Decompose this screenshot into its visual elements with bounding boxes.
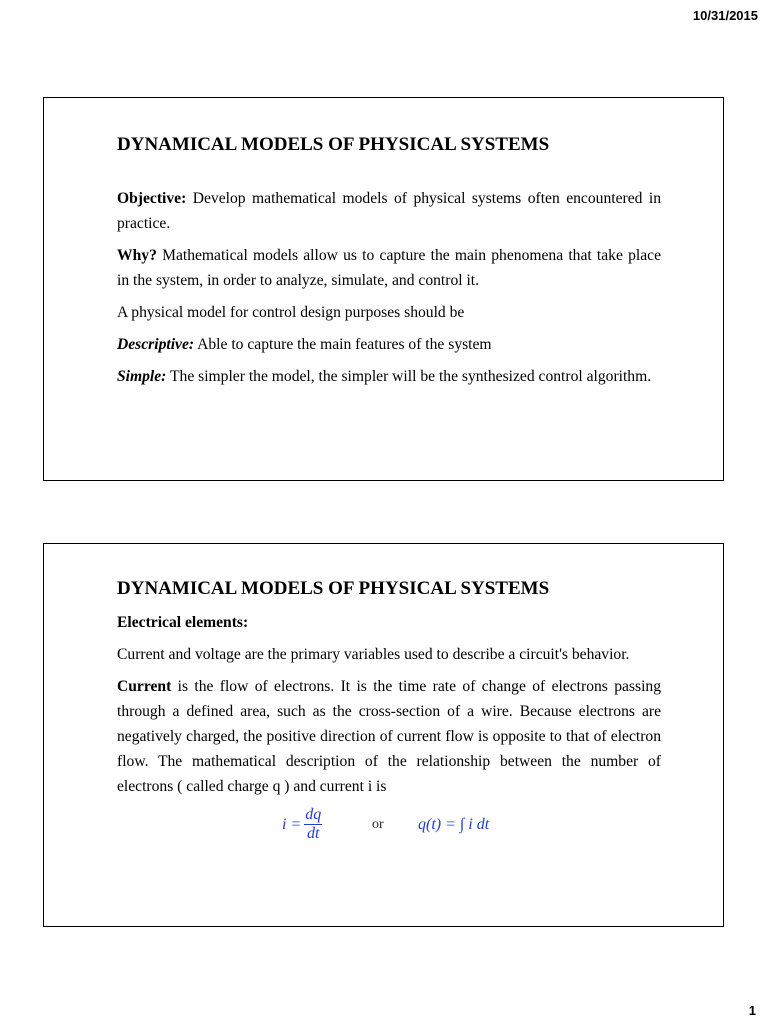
or-text: or	[372, 817, 384, 832]
slide-2-title: DYNAMICAL MODELS OF PHYSICAL SYSTEMS	[117, 578, 550, 599]
current-equation	[282, 806, 322, 843]
intro-paragraph: Current and voltage are the primary variables used to describe a circuit's behavior.	[117, 646, 630, 663]
current-text: is the flow of electrons. It is the time rate of change of electrons passing through a defined area, such as the cross-section of a wire. Because electrons are negatively charged, the positive direction of current flow is opposite to that of electron flow. The mathematical description of the relationship between the number of electrons ( called charge q ) and current i is	[117, 678, 661, 795]
why-label: Why?	[117, 247, 157, 264]
model-paragraph: A physical model for control design purposes should be	[117, 304, 465, 321]
page-number: 1	[748, 1003, 756, 1018]
charge-equation: q(t) = ∫ i dt	[418, 816, 490, 833]
objective-label: Objective:	[117, 190, 187, 207]
descriptive-paragraph	[117, 332, 661, 357]
objective-text: Develop mathematical models of physical systems often encountered in practice.	[117, 190, 661, 232]
why-paragraph	[117, 243, 661, 293]
simple-paragraph	[117, 364, 661, 389]
equation-row	[117, 806, 661, 854]
descriptive-label: Descriptive:	[117, 336, 195, 353]
equation-lhs: i =	[282, 815, 302, 833]
fraction-numerator: dq	[305, 806, 322, 823]
simple-label: Simple:	[117, 368, 167, 385]
current-label: Current	[117, 678, 172, 695]
slide-1-content	[117, 134, 661, 396]
slide-1	[43, 97, 724, 481]
fraction-denominator: dt	[307, 825, 320, 842]
slide-1-title: DYNAMICAL MODELS OF PHYSICAL SYSTEMS	[117, 134, 550, 155]
fraction	[304, 806, 322, 843]
electrical-elements-heading: Electrical elements:	[117, 614, 249, 631]
slide-2	[43, 543, 724, 927]
current-paragraph	[117, 674, 661, 799]
slide-2-content	[117, 578, 661, 854]
descriptive-text: Able to capture the main features of the system	[194, 336, 492, 353]
header-date: 10/31/2015	[692, 8, 758, 23]
why-text: Mathematical models allow us to capture the main phenomena that take place in the system, in order to analyze, simulate, and control it.	[117, 247, 661, 289]
objective-paragraph	[117, 186, 661, 236]
simple-text: The simpler the model, the simpler will be the synthesized control algorithm.	[166, 368, 652, 385]
